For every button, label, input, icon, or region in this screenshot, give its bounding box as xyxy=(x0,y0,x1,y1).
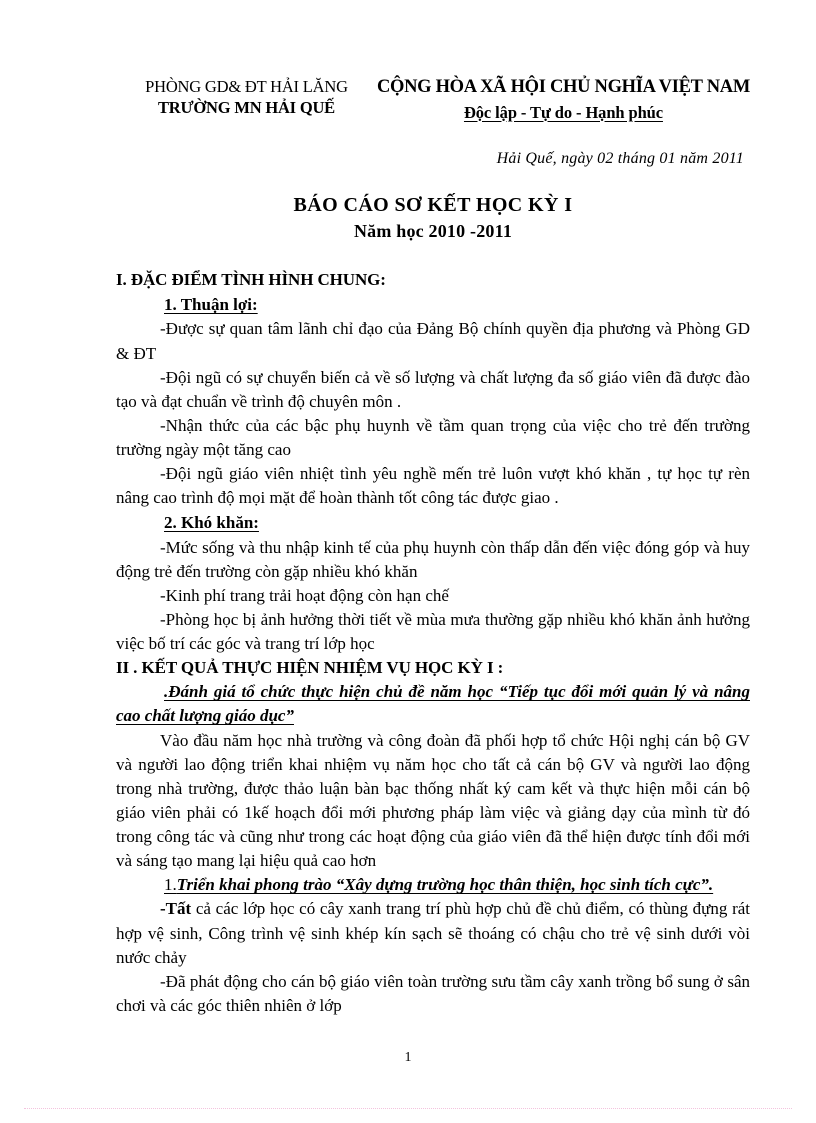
section-2-heading: II . KẾT QUẢ THỰC HIỆN NHIỆM VỤ HỌC KỲ I : xyxy=(116,658,504,678)
paragraph: -Phòng học bị ảnh hưởng thời tiết về mùa mưa thường gặp nhiều khó khăn ảnh hưởng việc bố trí các góc và trang trí lớp học xyxy=(116,609,750,654)
section-1-1-heading xyxy=(116,293,750,317)
document-subtitle: Năm học 2010 -2011 xyxy=(353,221,513,242)
header-right-block xyxy=(377,76,750,124)
school-name: TRƯỜNG MN HẢI QUẾ xyxy=(157,98,335,118)
paragraph: Vào đầu năm học nhà trường và công đoàn đã phối hợp tổ chức Hội nghị cán bộ GV và người lao động triển khai nhiệm vụ năm học cho tất cả cán bộ GV và người lao động trong nhà trường, được thảo luận bàn bạc thống nhất ký cam kết và thực hiện mỗi cán bộ giáo viên phải có 1kế hoạch đổi mới phương pháp làm việc và giảng dạy của mình từ đó trong công tác và cũng như trong các hoạt động của giáo viên đã thể hiện được tính đổi mới và sáng tạo mang lại hiệu quả cao hơn xyxy=(116,730,750,871)
paragraph: -Được sự quan tâm lãnh chỉ đạo của Đảng Bộ chính quyền địa phương và Phòng GD & ĐT xyxy=(116,319,750,363)
national-heading: CỘNG HÒA XÃ HỘI CHỦ NGHĨA VIỆT NAM xyxy=(376,77,750,97)
section-2-subheading: .Đánh giá tổ chức thực hiện chủ đề năm học “Tiếp tục đổi mới quản lý và nâng cao chất lượng giáo dục” xyxy=(116,682,750,726)
document-title: BÁO CÁO SƠ KẾT HỌC KỲ I xyxy=(293,194,573,217)
header-left-block xyxy=(116,76,377,118)
paragraph: -Nhận thức của các bậc phụ huynh về tầm quan trọng của việc cho trẻ đến trường trường ngày một tăng cao xyxy=(116,415,750,460)
paragraph: -Kinh phí trang trải hoạt động còn hạn chế xyxy=(160,585,449,605)
section-1-2-heading xyxy=(116,511,750,535)
section-2-1-heading xyxy=(116,873,750,897)
section-1-heading: I. ĐẶC ĐIỂM TÌNH HÌNH CHUNG: xyxy=(116,270,386,290)
section-2-1-heading-text: Triển khai phong trào “Xây dựng trường học thân thiện, học sinh tích cực”. xyxy=(176,875,714,895)
paragraph: -Đã phát động cho cán bộ giáo viên toàn trường sưu tầm cây xanh trồng bổ sung ở sân chơi và các góc thiên nhiên ở lớp xyxy=(116,971,750,1015)
place-and-date-line: Hải Quế, ngày 02 tháng 01 năm 2011 xyxy=(496,150,744,168)
paragraph-rest: cả các lớp học có cây xanh trang trí phù hợp chủ đề chủ điểm, có thùng đựng rát hợp vệ sinh, Công trình vệ sinh khép kín sạch sẽ thoáng có chậu cho trẻ vệ sinh dưới vòi nước chảy xyxy=(116,899,750,967)
footer-divider xyxy=(24,1108,792,1110)
section-1-1-heading-text: 1. Thuận lợi: xyxy=(164,295,258,315)
paragraph: -Mức sống và thu nhập kinh tế của phụ huynh còn thấp dẫn đến việc đóng góp và huy động trẻ đến trường còn gặp nhiều khó khăn xyxy=(116,537,750,581)
section-2-1-number: 1. xyxy=(164,875,177,895)
paragraph-lead-word: -Tất xyxy=(160,899,192,919)
section-1-2-heading-text: 2. Khó khăn: xyxy=(164,513,259,533)
document-header xyxy=(116,76,750,124)
paragraph xyxy=(116,897,750,969)
page-number: 1 xyxy=(404,1050,412,1065)
title-block xyxy=(116,194,750,242)
issuing-office-name: PHÒNG GD& ĐT HẢI LĂNG xyxy=(145,77,348,96)
document-body xyxy=(116,268,750,1018)
national-motto: Độc lập - Tự do - Hạnh phúc xyxy=(463,102,663,122)
paragraph: -Đội ngũ giáo viên nhiệt tình yêu nghề mến trẻ luôn vượt khó khăn , tự học tự rèn nâng cao trình độ mọi mặt để hoàn thành tốt công tác được giao . xyxy=(116,464,750,508)
paragraph: -Đội ngũ có sự chuyển biến cả về số lượng và chất lượng đa số giáo viên đã được đào tạo và đạt chuẩn về trình độ chuyên môn . xyxy=(116,367,750,411)
